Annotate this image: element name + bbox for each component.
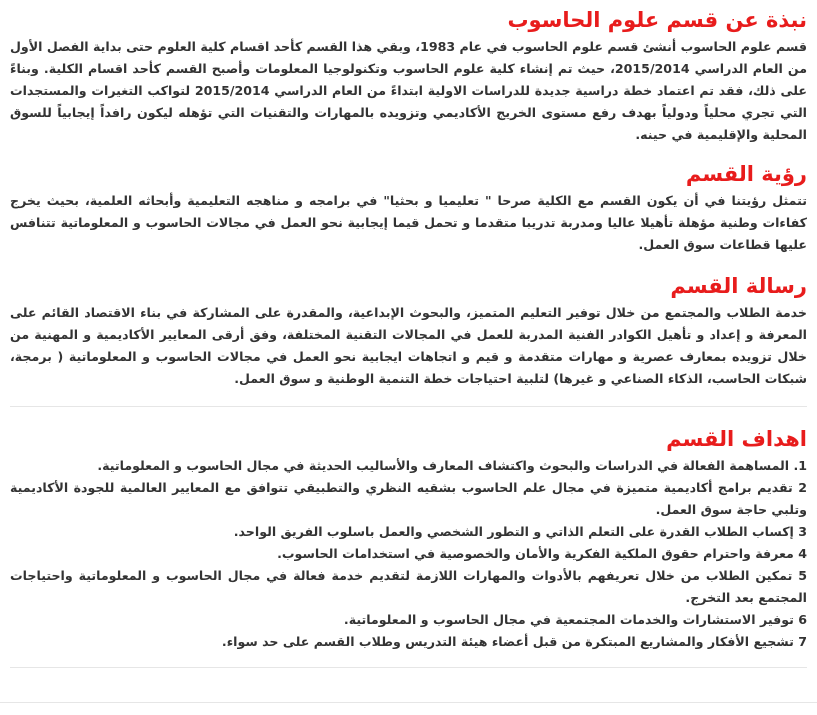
vision-title: رؤية القسم — [685, 162, 807, 186]
vision-text: تتمثل رؤيتنا في أن يكون القسم مع الكلية صرحا " تعليميا و بحثيا" في برامجه و مناهجه التعليمية وأبحاثه العلمية، بحيث يخرج كفاءات وطنية مؤهلة تأهيلا عاليا ومدربة تدريبا متقدما و تحمل قيما إيجابية نحو العمل في مجالات الحاسوب و المعلوماتية تتنافس عليها قطاعات سوق العمل. — [10, 193, 807, 252]
footer-divider — [0, 702, 817, 703]
section-divider — [10, 406, 807, 407]
goal-item: 4 معرفة واحترام حقوق الملكية الفكرية والأمان والخصوصية في استخدامات الحاسوب. — [277, 546, 807, 561]
about-section — [10, 4, 807, 146]
goal-item: 3 إكساب الطلاب القدرة على التعلم الذاتي و التطور الشخصي والعمل باسلوب الفريق الواحد. — [233, 524, 807, 539]
goal-item: 2 تقديم برامج أكاديمية متميزة في مجال علم الحاسوب بشقيه النظري والتطبيقي تتوافق مع المعايير العالمية للجودة الأكاديمية وتلبي حاجة سوق العمل. — [10, 480, 807, 517]
mission-title: رسالة القسم — [670, 274, 807, 298]
goal-item: 5 تمكين الطلاب من خلال تعريفهم بالأدوات والمهارات اللازمة لتقديم خدمة فعالة في مجال الحاسوب و المعلوماتية واحتياجات المجتمع بعد التخرج. — [10, 568, 807, 605]
goals-title: اهداف القسم — [666, 427, 807, 451]
mission-section — [10, 270, 807, 390]
goal-item: 6 توفير الاستشارات والخدمات المجتمعية في مجال الحاسوب و المعلوماتية. — [343, 612, 807, 627]
goals-section — [10, 423, 807, 653]
mission-text: خدمة الطلاب والمجتمع من خلال توفير التعليم المتميز، والبحوث الإبداعية، والمقدرة على المشاركة في بناء الاقتصاد القائم على المعرفة و إعداد و تأهيل الكوادر الفنية المدربة للعمل في المجالات التقنية المختلفة، وفق أرقى المعايير الأكاديمية و المهنية من خلال تزويده بمعارف عصرية و مهارات متقدمة و قيم و اتجاهات ايجابية نحو العمل في مجالات الحاسوب و المعلوماتية ( برمجة، شبكات الحاسب، الذكاء الصناعي و غيرها) لتلبية احتياجات خطة التنمية الوطنية و سوق العمل. — [10, 305, 807, 386]
goal-item: 1. المساهمة الفعالة في الدراسات والبحوث واكتشاف المعارف والأساليب الحديثة في مجال الحاسوب و المعلوماتية. — [97, 458, 807, 473]
about-text: قسم علوم الحاسوب أنشئ قسم علوم الحاسوب في عام 1983، وبقي هذا القسم كأحد اقسام كلية العلوم حتى بداية الفصل الأول من العام الدراسي 2015/2014، حيث تم إنشاء كلية علوم الحاسوب وتكنولوجيا المعلومات وأصبح القسم كأحد اقسام الكلية. وبناءً على ذلك، فقد تم اعتماد خطة دراسية جديدة للدراسات الاولية ابتداءً من العام الدراسي 2015/2014 لتواكب التغيرات والمستجدات التي تجري محلياً ودولياً بهدف رفع مستوى الخريج الأكاديمي وتزويده بالمهارات والتقنيات التي تؤهله ليكون رافداً إيجابياً للسوق المحلية والإقليمية في حينه. — [10, 39, 808, 142]
vision-section — [10, 158, 807, 256]
about-title: نبذة عن قسم علوم الحاسوب — [507, 8, 807, 32]
goal-item: 7 تشجيع الأفكار والمشاريع المبتكرة من قبل أعضاء هيئة التدريس وطلاب القسم على حد سواء. — [221, 634, 807, 649]
goals-list — [10, 455, 807, 653]
goals-divider — [10, 667, 807, 668]
